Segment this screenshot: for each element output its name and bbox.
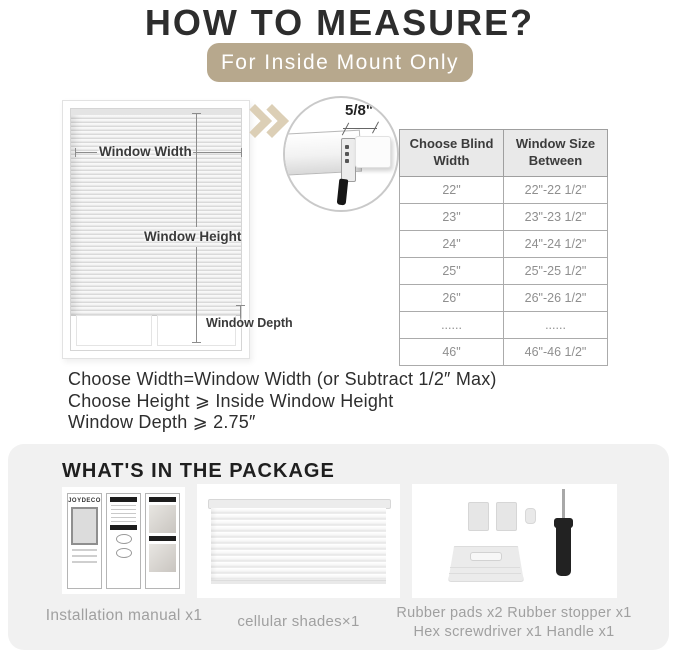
height-measure-tick	[192, 113, 201, 114]
blind-width-cell: 23"	[400, 203, 504, 230]
manual-caption: Installation manual x1	[45, 607, 203, 624]
col-window-size: Window Size Between	[504, 130, 608, 177]
width-measure-line	[193, 152, 242, 153]
height-measure-tick	[192, 342, 201, 343]
window-size-cell: 24"-24 1/2"	[504, 230, 608, 257]
window-size-cell: 26"-26 1/2"	[504, 284, 608, 311]
table-header-row	[400, 130, 608, 177]
table-row	[400, 176, 608, 203]
size-table	[399, 129, 608, 366]
rubber-pad	[468, 502, 489, 531]
headrail-cord	[337, 179, 349, 206]
width-measure-tick	[241, 148, 242, 157]
rubber-pad	[496, 502, 517, 531]
dimension-line	[343, 128, 377, 129]
window-size-cell: ......	[504, 311, 608, 338]
cellular-shades-card	[197, 484, 400, 598]
col-blind-width: Choose Blind Width	[400, 130, 504, 177]
window-size-cell: 46"-46 1/2"	[504, 338, 608, 365]
table-row	[400, 230, 608, 257]
package-section	[8, 444, 669, 650]
hardware-card	[412, 484, 617, 598]
window-size-cell: 22"-22 1/2"	[504, 176, 608, 203]
height-measure-line	[196, 247, 197, 343]
height-measure-line	[196, 113, 197, 227]
headrail-clip	[345, 159, 349, 163]
table-row	[400, 203, 608, 230]
instruction-line: Choose Height ⩾ Inside Window Height	[68, 390, 394, 411]
table-row	[400, 311, 608, 338]
headrail-end-cap	[355, 136, 391, 168]
rubber-stopper	[525, 508, 536, 524]
manual-panel	[145, 493, 180, 589]
depth-measure-tick	[236, 305, 245, 306]
brand-label: JOYDECO	[68, 498, 101, 504]
window-size-cell: 23"-23 1/2"	[504, 203, 608, 230]
width-measure-line	[75, 152, 97, 153]
shades-caption: cellular shades×1	[237, 613, 360, 630]
headrail-depth-label: 5/8"	[345, 102, 373, 119]
table-row	[400, 338, 608, 365]
blind-width-cell: ......	[400, 311, 504, 338]
package-heading: WHAT'S IN THE PACKAGE	[62, 460, 335, 482]
hex-screwdriver-shaft	[562, 489, 565, 519]
headrail-zoom-circle	[283, 96, 399, 212]
headrail-clip	[345, 145, 349, 149]
window-size-cell: 25"-25 1/2"	[504, 257, 608, 284]
hardware-caption-line: Rubber pads x2 Rubber stopper x1	[396, 605, 632, 621]
blind-width-cell: 26"	[400, 284, 504, 311]
hardware-caption-line: Hex screwdriver x1 Handle x1	[413, 624, 615, 640]
instruction-line: Choose Width=Window Width (or Subtract 1/2″ Max)	[68, 369, 497, 389]
blind-width-cell: 46"	[400, 338, 504, 365]
table-row	[400, 257, 608, 284]
shade-bottom-rail	[211, 580, 386, 584]
blind-width-cell: 22"	[400, 176, 504, 203]
headrail-clip	[345, 152, 349, 156]
manual-panel	[106, 493, 141, 589]
window-height-label: Window Height	[144, 229, 242, 244]
instruction-line: Window Depth ⩾ 2.75″	[68, 412, 256, 432]
hex-screwdriver-handle	[556, 518, 571, 576]
installation-manual-card	[62, 487, 185, 594]
window-depth-label: Window Depth	[206, 316, 293, 330]
page-title: HOW TO MEASURE?	[144, 2, 535, 43]
hardware-caption	[394, 604, 634, 642]
shade-pleats	[211, 508, 386, 580]
manual-panel	[67, 493, 102, 589]
width-measure-tick	[75, 148, 76, 157]
measure-instructions	[68, 369, 497, 434]
table-row	[400, 284, 608, 311]
handle-slot	[470, 552, 502, 561]
manual-window-thumb	[71, 507, 98, 545]
blind-width-cell: 25"	[400, 257, 504, 284]
window-pane	[76, 315, 152, 346]
blind-width-cell: 24"	[400, 230, 504, 257]
window-width-label: Window Width	[99, 144, 192, 159]
inside-mount-badge: For Inside Mount Only	[207, 43, 473, 82]
